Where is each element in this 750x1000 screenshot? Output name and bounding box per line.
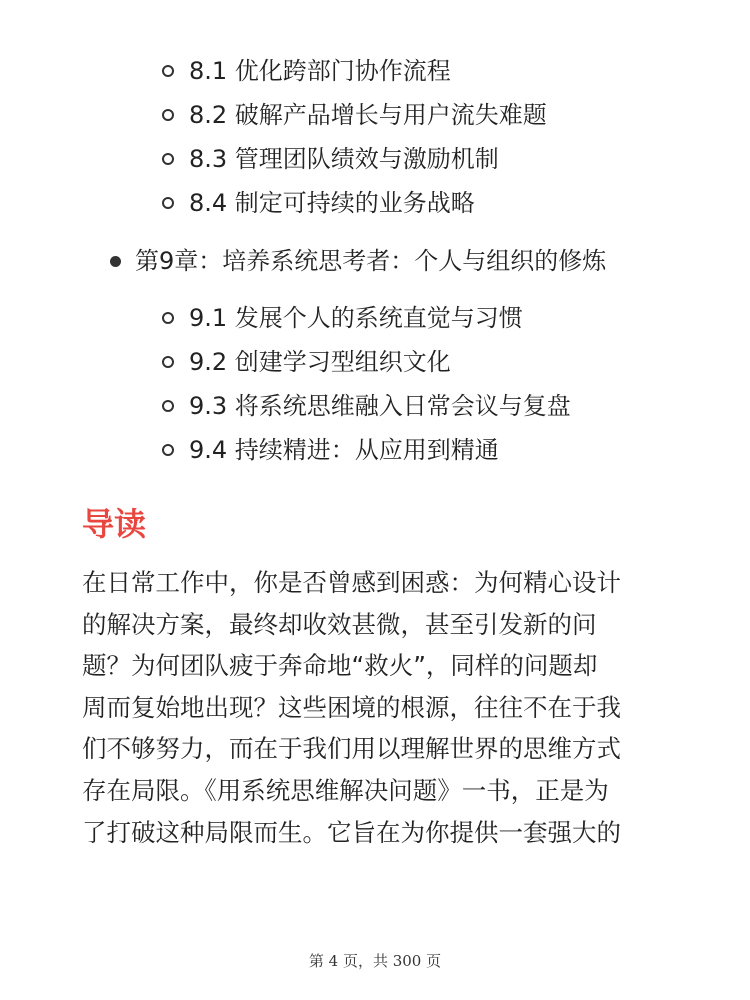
hollow-circle-bullet-icon	[162, 356, 174, 368]
hollow-circle-bullet-icon	[162, 197, 174, 209]
filled-circle-bullet-icon	[110, 256, 121, 267]
body-line: 存在局限。《用系统思维解决问题》一书，正是为	[82, 775, 609, 805]
toc-item-9-1[interactable]	[162, 302, 523, 334]
toc-item-label: 9.2 创建学习型组织文化	[189, 348, 451, 376]
toc-item-label: 8.3 管理团队绩效与激励机制	[189, 145, 499, 173]
toc-item-9-3[interactable]	[162, 390, 571, 422]
hollow-circle-bullet-icon	[162, 312, 174, 324]
toc-item-8-3[interactable]	[162, 143, 499, 175]
toc-item-label: 9.4 持续精进：从应用到精通	[189, 436, 499, 464]
hollow-circle-bullet-icon	[162, 65, 174, 77]
section-body	[82, 562, 682, 853]
page-number-footer: 第 4 页，共 300 页	[308, 952, 442, 970]
toc-item-label: 8.4 制定可持续的业务战略	[189, 189, 475, 217]
toc-chapter-9[interactable]	[110, 244, 606, 278]
toc-item-label: 8.1 优化跨部门协作流程	[189, 57, 451, 85]
hollow-circle-bullet-icon	[162, 153, 174, 165]
toc-item-9-2[interactable]	[162, 346, 451, 378]
toc-item-9-4[interactable]	[162, 434, 499, 466]
body-line: 周而复始地出现？这些困境的根源，往往不在于我	[82, 692, 621, 722]
toc-item-8-1[interactable]	[162, 55, 451, 87]
toc-item-label: 9.3 将系统思维融入日常会议与复盘	[189, 392, 571, 420]
body-line: 在日常工作中，你是否曾感到困惑：为何精心设计	[82, 568, 621, 597]
hollow-circle-bullet-icon	[162, 109, 174, 121]
hollow-circle-bullet-icon	[162, 444, 174, 456]
body-line: 题？为何团队疲于奔命地“救火”，同样的问题却	[82, 651, 598, 681]
body-line: 的解决方案，最终却收效甚微，甚至引发新的问	[82, 609, 597, 639]
toc-item-label: 9.1 发展个人的系统直觉与习惯	[189, 304, 523, 332]
hollow-circle-bullet-icon	[162, 400, 174, 412]
toc-item-8-4[interactable]	[162, 187, 475, 219]
body-line: 了打破这种局限而生。它旨在为你提供一套强大的	[82, 817, 621, 847]
body-line: 们不够努力，而在于我们用以理解世界的思维方式	[82, 734, 621, 764]
section-heading: 导读	[82, 505, 147, 543]
toc-chapter-title: 第9章：培养系统思考者：个人与组织的修炼	[135, 247, 607, 275]
toc-item-8-2[interactable]	[162, 99, 547, 131]
toc-item-label: 8.2 破解产品增长与用户流失难题	[189, 101, 547, 129]
